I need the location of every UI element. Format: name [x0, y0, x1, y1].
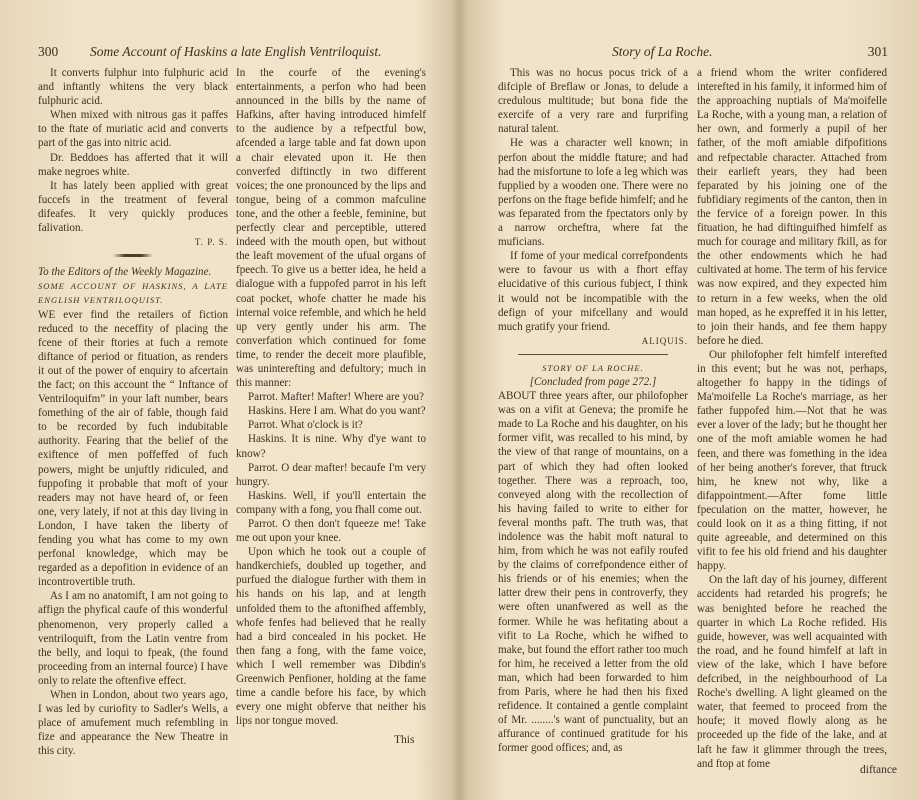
catchword: This [394, 734, 415, 746]
signature: T. P. S. [194, 237, 228, 248]
paragraph: Our philofopher felt himfelf interefted in this event; but he was not, perhaps, altogether fo happy in the tidings of Ma'moifelle La Roche's marriage, as her father fuppofed him.—Not that he was ever a lover of the lady; but he thought her one of the moft amiable women he had feen, and there was fomething in the idea of her being another's forever, that ftruck him, he knew not why, like a difappointment.—After fome little fpeculation on the matter, however, he could look on it as a thing fitting, if not quite agreeable, and determined on this vifit to fee his old friend and his daughter happy. [697, 348, 887, 573]
left-column-2 [236, 66, 426, 728]
paragraph: Parrot. O dear mafter! becaufe I'm very hungry. [236, 461, 426, 488]
paragraph: ABOUT three years after, our philofopher was on a vifit at Geneva; the promife he made to La Roche and his daughter, on his former vifit, was recalled to his mind, by the view of that range of mountains, on a part of which they had often looked together. There was a reproach, too, conveyed along with the recollection of his having failed to write to either for feveral months paft. The truth was, that indolence was the habit moft natural to him, from which he was not eafily roufed by the claims of correfpondence either of his friends or of his enemies; when the latter drew their pens in controverfy, they were often unanfwered as well as the former. While he was hefitating about a vifit to La Roche, which he wifhed to make, but found the effort rather too much for him, he received a letter from the old man, which had been forwarded to him from Paris, where he had then his fixed refidence. It contained a gentle complaint of Mr. ........'s want of punctuality, but an affurance of continued gratitude for his former good offices; and, as [498, 390, 688, 755]
paragraph: Dr. Beddoes has afferted that it will make negroes white. [38, 151, 228, 178]
paragraph: STORY OF LA ROCHE. [542, 362, 644, 373]
paragraph: WE ever find the retailers of fiction reduced to the neceffity of placing the fcene of their ftories at fuch a remote diftance of period or fituation, as renders it out of the power of enquiry to afcertain the fact; on this account the “ Inftance of Ventriloquifm” in your laft number, bears fomething of the air of fable, though faid to be recorded by fuch indubitable authority. Fearing that the belief of the exiftence of men poffeffed of fuch powers, might be unjuftly ridiculed, and fuppofing it probable that moft of your readers may not have heard of, or feen one, very lately, if not at this day living in London, I have taken the liberty of fending you what has come to my own perfonal knowledge, which may be regarded as a depofition in evidence of an incontrovertible truth. [38, 308, 228, 589]
paragraph: Upon which he took out a couple of handkerchiefs, doubled up together, and purfued the dialogue further with them in his hands on his lap, and at length unfolded them to the aftonifhed affembly, whofe fenfes had believed that he really had a bird concealed in his pocket. He then fang a fong, with the fame voice, which I well remember was Dibdin's Greenwich Penfioner, holding at the fame time a candle before his face, by which every one might obferve that neither his lips nor tongue moved. [236, 546, 426, 728]
paragraph: As I am no anatomift, I am not going to affign the phyfical caufe of this wonderful phenomenon, very properly called a ventriloquift, from the Latin ventre from the belly, and loqui to fpeak, (the found proceeding from an internal fource) I have only to relate the oftenfive effect. [38, 590, 228, 687]
paragraph: a friend whom the writer confidered interefted in his family, it informed him of the approaching nuptials of Ma'moifelle La Roche, with a young man, a relation of her own, and formerly a pupil of her father, of the moft amiable difpofitions and refpectable character. Attached from their earlieft years, they had been feparated by his joining one of the fubfidiary regiments of the canton, then in the fervice of a foreign power. In this fituation, he had diftinguifhed himfelf as much for courage and military fkill, as for the other endowments which he had cultivated at home. The term of his fervice was now expired, and they expected him to return in a few weeks, when the old man hoped, as he expreffed it in his letter, to join their hands, and fee them happy before he died. [697, 67, 887, 347]
paragraph: When mixed with nitrous gas it paffes to the ftate of muriatic acid and converts part of the gas into nitric acid. [38, 109, 228, 150]
page-number: 300 [38, 44, 59, 59]
paragraph: Haskins. Well, if you'll entertain the company with a fong, you fhall come out. [236, 489, 426, 516]
right-column-2 [697, 66, 887, 771]
left-column-1 [38, 66, 228, 759]
left-page [0, 0, 459, 800]
paragraph: Parrot. What o'clock is it? [248, 419, 363, 432]
paragraph: He was a character well known; in perfon about the middle ftature; and had had the misfortune to lofe a leg which was fupplied by a wooden one. There were no perfons on the ftage befide himfelf; and he was feparated from the fpectators only by a narrow orcheftra, where fat the muficians. [498, 137, 688, 249]
paragraph: When in London, about two years ago, I was led by curiofity to Sadler's Wells, a place of amufement much refembling in fize and appearance the New Theatre in this city. [38, 689, 228, 758]
paragraph: It converts fulphur into fulphuric acid and inftantly whitens the very black fulphuric acid. [38, 67, 228, 108]
paragraph: Haskins. Here I am. What do you want? [248, 405, 426, 418]
paragraph: [Concluded from page 272.] [529, 375, 657, 388]
divider [113, 254, 153, 257]
paragraph: On the laft day of his journey, different accidents had retarded his progrefs; he was benighted before he reached the quarter in which La Roche refided. His guide, however, was well acquainted with the road, and he found himfelf at laft in view of the lake, which I have before defcribed, in the neighbourhood of La Roche's dwelling. A light gleamed on the water, that feemed to proceed from the houfe; it moved flowly along as he proceeded up the fide of the lake, and at laft he faw it glimmer through the trees, and ftop at fome [697, 574, 887, 770]
running-head: Some Account of Haskins a late English Ventriloquist. [90, 44, 382, 59]
signature: ALIQUIS. [641, 335, 688, 346]
right-column-1 [498, 66, 688, 756]
paragraph: It has lately been applied with great fuccefs in the treatment of feveral difeafes. It very quickly produces falivation. [38, 179, 228, 235]
paragraph: Parrot. Mafter! Mafter! Where are you? [248, 391, 424, 404]
paragraph: Parrot. O then don't fqueeze me! Take me out upon your knee. [236, 518, 426, 545]
paragraph: To the Editors of the Weekly Magazine. [38, 266, 212, 279]
paragraph: This was no hocus pocus trick of a difciple of Breflaw or Jonas, to delude a credulous multitude; but bona fide the exercife of a very rare and furprifing natural talent. [498, 67, 688, 136]
page-number: 301 [867, 44, 888, 59]
paragraph: If fome of your medical correfpondents were to favour us with a fhort effay elucidative of this curious fubject, I think it would not be incompatible with the defign of your mifcellany and would much gratify your friend. [498, 250, 688, 333]
catchword: diftance [860, 764, 898, 776]
divider [518, 354, 668, 355]
paragraph: SOME ACCOUNT OF HASKINS, A LATE ENGLISH VENTRILOQUIST. [38, 281, 228, 306]
paragraph: In the courfe of the evening's entertainments, a perfon who had been announced in the bills by the name of Hafkins, after having introduced himfelf to the audience by a refpectful bow, afcended a large table and fat down upon a chair elevated upon it. He then converfed diftinctly in two different voices; the one pronounced by the lips and tongue, being of a common mafculine tone, and the other a feeble, feminine, but perfectly clear and perceptible, uttered indeed with the mouth open, but without the leaft movement of the ufual organs of fpeech. To give us a better idea, he held a dialogue with a fuppofed parrot in his left coat pocket, whofe chatter he made his internal voice refemble, and which he held up very gently under his arm. The converfation which continued for fome time, to render the deceit more plaufible, was uninterefting and defultory; much in this manner: [236, 67, 426, 390]
paragraph: Haskins. It is nine. Why d'ye want to know? [236, 433, 426, 460]
right-page [460, 0, 919, 800]
running-head: Story of La Roche. [612, 44, 713, 59]
